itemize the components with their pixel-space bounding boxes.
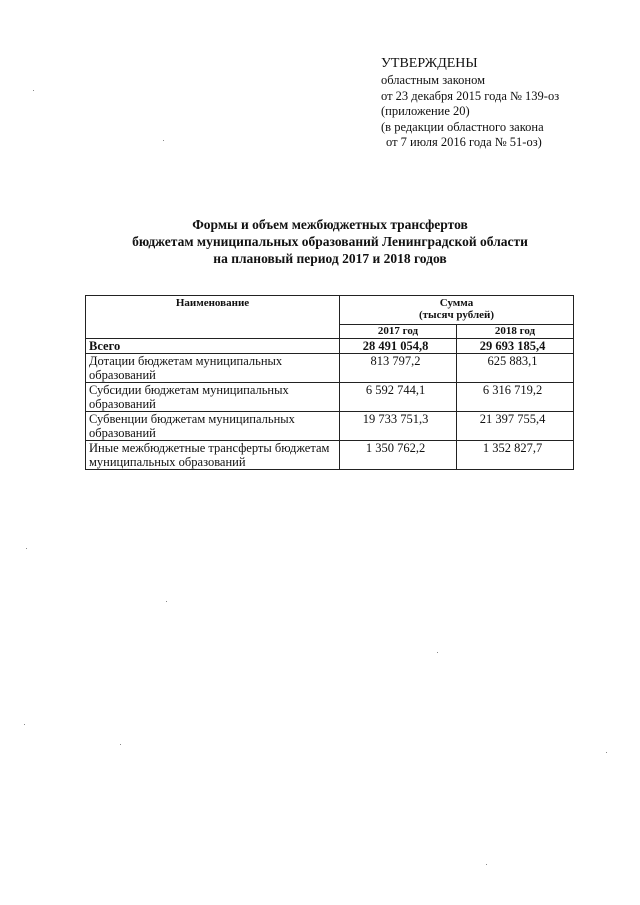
header-sum	[340, 296, 574, 325]
row-label: Всего	[86, 339, 340, 354]
approval-heading: УТВЕРЖДЕНЫ	[381, 56, 478, 71]
table-header-row	[86, 296, 574, 325]
table-row	[86, 441, 574, 470]
transfers-table-container	[85, 295, 573, 470]
approval-stamp	[381, 56, 631, 151]
scan-speck	[606, 752, 607, 753]
row-value-2017: 6 592 744,1	[340, 383, 457, 412]
row-label: Субсидии бюджетам муниципальных образований	[86, 383, 340, 412]
table-row	[86, 383, 574, 412]
scan-speck	[24, 724, 25, 725]
header-sum-label: Сумма	[439, 297, 474, 309]
header-year-2017: 2017 год	[340, 325, 457, 339]
row-value-2017: 813 797,2	[340, 354, 457, 383]
row-value-2018: 625 883,1	[457, 354, 574, 383]
row-value-2018: 6 316 719,2	[457, 383, 574, 412]
scan-speck	[33, 90, 34, 91]
scan-speck	[437, 652, 438, 653]
approval-line: от 23 декабря 2015 года № 139-оз	[381, 88, 560, 103]
row-label: Субвенции бюджетам муниципальных образований	[86, 412, 340, 441]
scan-speck	[486, 864, 487, 865]
row-value-2018: 1 352 827,7	[457, 441, 574, 470]
table-row-total	[86, 339, 574, 354]
scan-speck	[26, 548, 27, 549]
table-row	[86, 412, 574, 441]
row-value-2018: 29 693 185,4	[457, 339, 574, 354]
scan-speck	[120, 744, 121, 745]
row-value-2017: 19 733 751,3	[340, 412, 457, 441]
header-name	[86, 296, 340, 339]
row-value-2017: 1 350 762,2	[340, 441, 457, 470]
row-label: Дотации бюджетам муниципальных образований	[86, 354, 340, 383]
approval-line: (в редакции областного закона	[381, 119, 544, 134]
scan-speck	[166, 601, 167, 602]
header-year-2018: 2018 год	[457, 325, 574, 339]
row-value-2018: 21 397 755,4	[457, 412, 574, 441]
title-line: на плановый период 2017 и 2018 годов	[213, 251, 447, 266]
table-row	[86, 354, 574, 383]
approval-line: (приложение 20)	[381, 104, 470, 118]
row-label: Иные межбюджетные трансферты бюджетам муниципальных образований	[86, 441, 340, 470]
row-value-2017: 28 491 054,8	[340, 339, 457, 354]
title-line: Формы и объем межбюджетных трансфертов	[192, 217, 468, 232]
title-line: бюджетам муниципальных образований Ленинградской области	[132, 234, 528, 249]
approval-line: от 7 июля 2016 года № 51-оз)	[386, 135, 542, 149]
header-sum-unit: (тысяч рублей)	[418, 309, 495, 321]
header-name-label: Наименование	[175, 297, 250, 309]
scan-speck	[163, 140, 164, 141]
document-title	[90, 216, 570, 267]
transfers-table	[85, 295, 574, 470]
approval-line: областным законом	[381, 73, 486, 87]
